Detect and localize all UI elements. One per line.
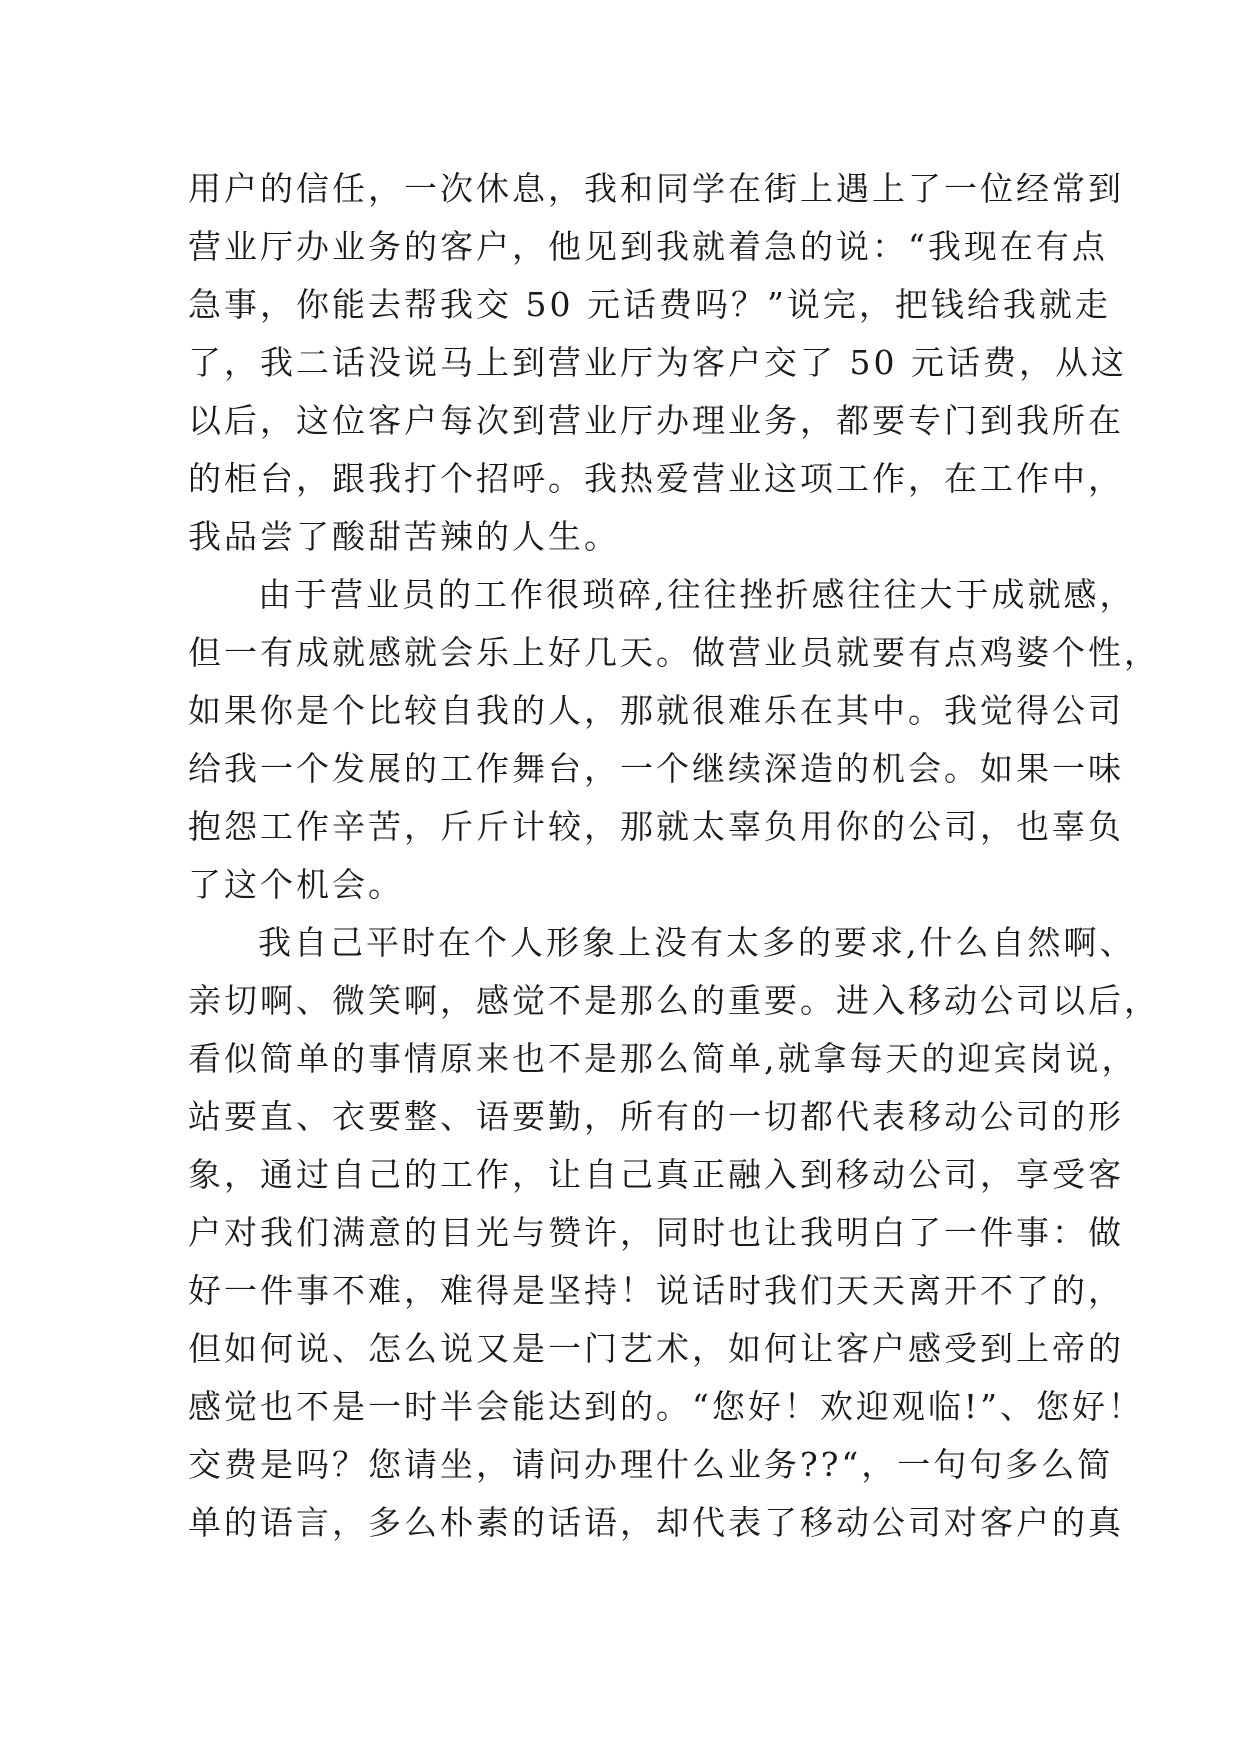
text-line: 感觉也不是一时半会能达到的。“您好！欢迎观临!”、您好！ [188,1387,1145,1426]
text-line: 营业厅办业务的客户，他见到我就着急的说：“我现在有点 [188,227,1108,266]
text-line: 象，通过自己的工作，让自己真正融入到移动公司，享受客 [188,1155,1124,1194]
text-line: 用户的信任，一次休息，我和同学在街上遇上了一位经常到 [188,169,1124,208]
document-body [188,160,1160,1552]
text-line: 单的语言，多么朴素的话语，却代表了移动公司对客户的真 [188,1503,1124,1542]
text-line: 户对我们满意的目光与赞许，同时也让我明白了一件事：做 [188,1213,1124,1252]
text-line: 站要直、衣要整、语要勤，所有的一切都代表移动公司的形 [188,1097,1124,1136]
text-line: 以后，这位客户每次到营业厅办理业务，都要专门到我所在 [188,401,1124,440]
paragraph-first-line: 我自己平时在个人形象上没有太多的要求,什么自然啊、 [258,923,1136,962]
paragraph-first-line: 由于营业员的工作很琐碎,往往挫折感往往大于成就感， [258,575,1136,614]
text-line: 好一件事不难，难得是坚持！说话时我们天天离开不了的， [188,1271,1124,1310]
text-line: 我品尝了酸甜苦辣的人生。 [188,517,620,556]
text-line: 但如何说、怎么说又是一门艺术，如何让客户感受到上帝的 [188,1329,1124,1368]
text-line: 给我一个发展的工作舞台，一个继续深造的机会。如果一味 [188,749,1124,788]
text-line: 但一有成就感就会乐上好几天。做营业员就要有点鸡婆个性， [188,633,1160,672]
text-line: 亲切啊、微笑啊，感觉不是那么的重要。进入移动公司以后， [188,981,1160,1020]
text-line: 交费是吗？您请坐，请问办理什么业务??“，一句句多么简 [188,1445,1114,1484]
text-line: 急事，你能去帮我交 50 元话费吗？”说完，把钱给我就走 [188,285,1111,324]
text-line: 的柜台，跟我打个招呼。我热爱营业这项工作，在工作中， [188,459,1124,498]
text-line: 了，我二话没说马上到营业厅为客户交了 50 元话费，从这 [188,343,1127,382]
text-line: 如果你是个比较自我的人，那就很难乐在其中。我觉得公司 [188,691,1124,730]
text-line: 抱怨工作辛苦，斤斤计较，那就太辜负用你的公司，也辜负 [188,807,1124,846]
text-line: 了这个机会。 [188,865,404,904]
text-line: 看似简单的事情原来也不是那么简单,就拿每天的迎宾岗说， [188,1039,1138,1078]
